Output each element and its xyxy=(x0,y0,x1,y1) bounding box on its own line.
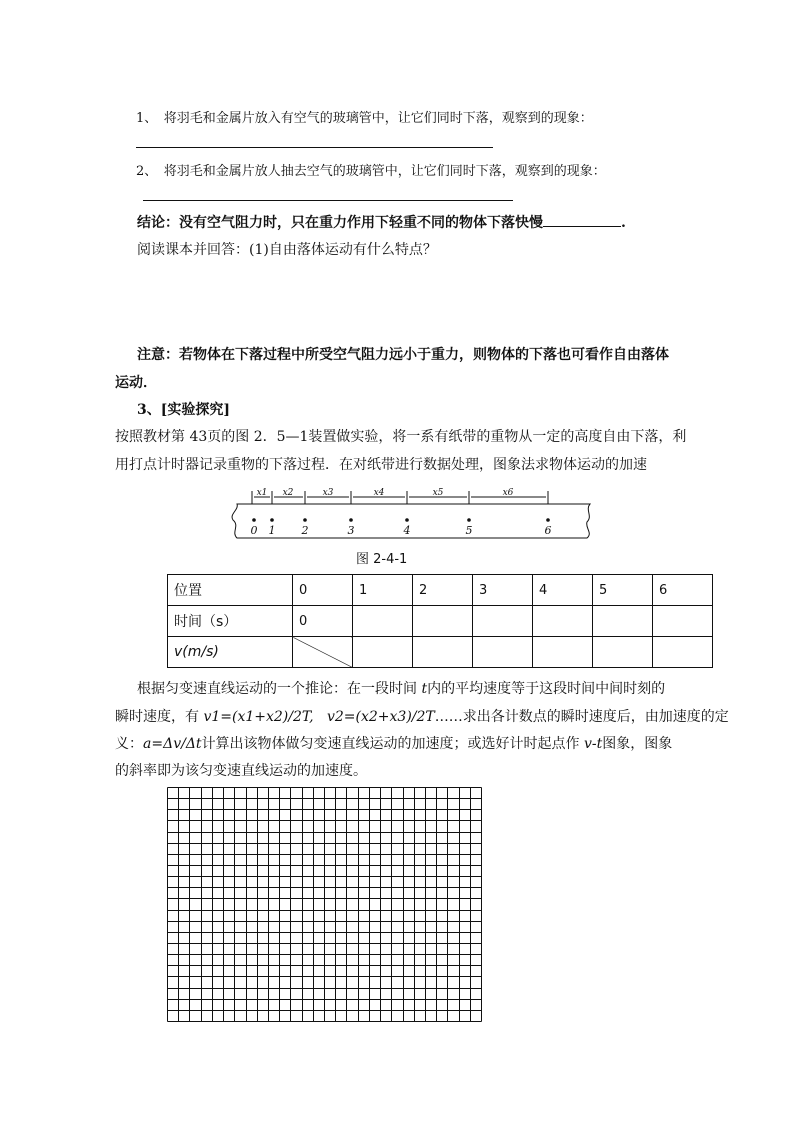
segment-label-x3: x3 xyxy=(322,488,334,498)
explanation-line-2 xyxy=(115,706,729,726)
answer-line-1[interactable] xyxy=(136,147,493,148)
table-row-velocity xyxy=(168,637,713,668)
note-line-1: 注意：若物体在下落过程中所受空气阻力远小于重力，则物体的下落也可看作自由落体 xyxy=(137,347,669,363)
explanation-text: 义： xyxy=(115,736,143,752)
formula-v1: v1=(x1+x2)/2T, xyxy=(203,709,314,725)
segment-label-x4: x4 xyxy=(373,488,385,498)
explanation-line-4: 的斜率即为该匀变速直线运动的加速度。 xyxy=(115,763,367,779)
point-label-5: 5 xyxy=(465,524,473,537)
velocity-cell[interactable] xyxy=(473,637,533,668)
question-2: 2、 将羽毛和金属片放人抽去空气的玻璃管中，让它们同时下落，观察到的现象： xyxy=(136,164,606,179)
position-cell: 3 xyxy=(473,575,533,606)
conclusion xyxy=(137,212,626,232)
formula-vt: v-t xyxy=(584,736,603,752)
row-label-velocity: v(m/s) xyxy=(168,637,293,668)
velocity-cell[interactable] xyxy=(653,637,713,668)
figure-caption: 图 2-4-1 xyxy=(356,552,408,567)
formula-acceleration: a=Δv/Δt xyxy=(143,736,202,752)
question-1: 1、 将羽毛和金属片放入有空气的玻璃管中，让它们同时下落，观察到的现象： xyxy=(136,111,593,126)
time-cell[interactable] xyxy=(653,606,713,637)
note-line-2: 运动． xyxy=(115,375,157,391)
point-label-6: 6 xyxy=(544,524,552,537)
velocity-cell-blocked xyxy=(293,637,353,668)
position-cell: 1 xyxy=(353,575,413,606)
tape-dots xyxy=(252,518,550,522)
table-row-time xyxy=(168,606,713,637)
graph-paper-grid[interactable] xyxy=(167,787,483,1023)
explanation-text: 瞬时速度，有 xyxy=(115,709,204,725)
time-cell[interactable] xyxy=(413,606,473,637)
explanation-text: 计算出该物体做匀变速直线运动的加速度；或选好计时起点作 xyxy=(201,736,585,752)
time-cell[interactable] xyxy=(593,606,653,637)
point-label-2: 2 xyxy=(301,524,309,537)
time-cell[interactable] xyxy=(353,606,413,637)
segment-label-x2: x2 xyxy=(282,488,294,498)
explanation-text: ……求出各计数点的瞬时速度后，由加速度的定 xyxy=(434,709,729,725)
row-label-position: 位置 xyxy=(168,575,293,606)
conclusion-end: . xyxy=(621,215,626,231)
conclusion-blank[interactable] xyxy=(543,212,621,227)
explanation-line-1 xyxy=(137,678,665,698)
paper-tape-figure xyxy=(225,486,595,542)
velocity-cell[interactable] xyxy=(353,637,413,668)
explanation-symbol-t: t xyxy=(421,681,428,697)
section-heading: 3、[实验探究] xyxy=(137,402,230,418)
reading-question: 阅读课本并回答：(1)自由落体运动有什么特点？ xyxy=(137,242,437,258)
point-label-3: 3 xyxy=(347,524,355,537)
position-cell: 6 xyxy=(653,575,713,606)
paper-tape xyxy=(232,504,590,538)
point-label-1: 1 xyxy=(268,524,276,537)
answer-line-2[interactable] xyxy=(143,200,513,201)
velocity-cell[interactable] xyxy=(533,637,593,668)
experiment-line-2: 用打点计时器记录重物的下落过程．在对纸带进行数据处理，图象法求物体运动的加速 xyxy=(115,457,647,473)
explanation-line-3 xyxy=(115,733,672,753)
position-cell: 5 xyxy=(593,575,653,606)
explanation-text: 内的平均速度等于这段时间中间时刻的 xyxy=(427,681,666,697)
segment-label-x5: x5 xyxy=(432,488,444,498)
conclusion-text: 结论：没有空气阻力时，只在重力作用下轻重不同的物体下落快慢 xyxy=(137,215,543,231)
position-cell: 4 xyxy=(533,575,593,606)
segment-label-x1: x1 xyxy=(256,488,268,498)
explanation-text: 根据匀变速直线运动的一个推论：在一段时间 xyxy=(137,681,422,697)
time-cell[interactable] xyxy=(473,606,533,637)
time-cell[interactable]: 0 xyxy=(293,606,353,637)
table-row-position xyxy=(168,575,713,606)
data-table xyxy=(167,574,713,668)
time-cell[interactable] xyxy=(533,606,593,637)
segment-label-x6: x6 xyxy=(502,488,514,498)
point-label-4: 4 xyxy=(403,524,411,537)
position-cell: 2 xyxy=(413,575,473,606)
point-label-0: 0 xyxy=(250,524,258,537)
velocity-cell[interactable] xyxy=(413,637,473,668)
velocity-cell[interactable] xyxy=(593,637,653,668)
position-cell: 0 xyxy=(293,575,353,606)
formula-v2: v2=(x2+x3)/2T xyxy=(326,709,435,725)
experiment-line-1: 按照教材第 43页的图 2．5—1装置做实验，将一系有纸带的重物从一定的高度自由下落，利 xyxy=(115,429,687,445)
row-label-time: 时间（s） xyxy=(168,606,293,637)
explanation-text: 图象，图象 xyxy=(602,736,673,752)
